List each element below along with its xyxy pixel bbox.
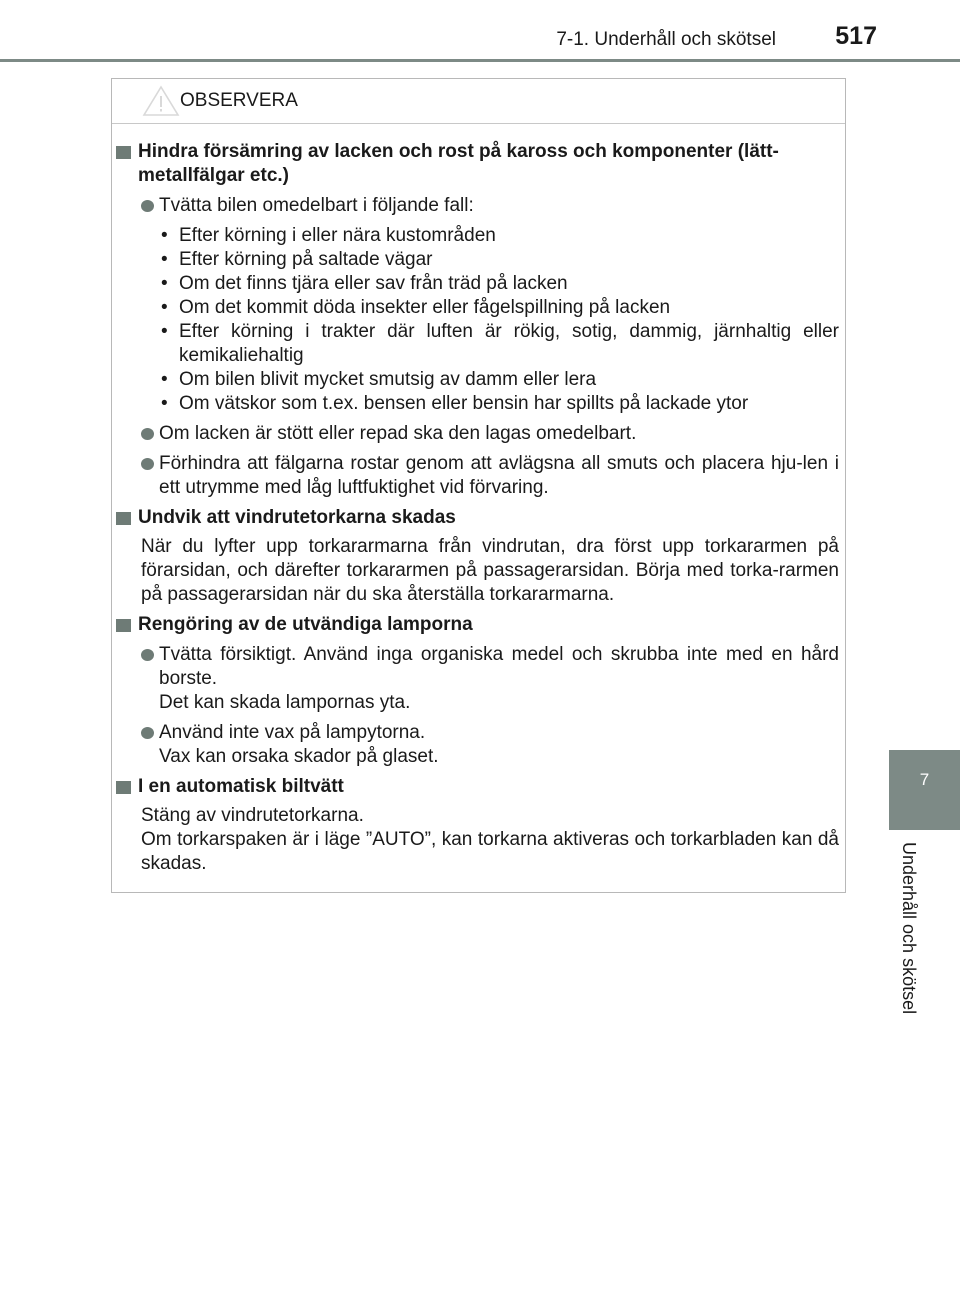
section-heading: Undvik att vindrutetorkarna skadas (116, 506, 839, 530)
sub-list-item: • Om det finns tjära eller sav från träd på lacken (161, 273, 568, 294)
section-paragraph: Stäng av vindrutetorkarna. Om torkarspaken är i läge ”AUTO”, kan torkarna aktiveras och torkarbladen kan då skadas. (141, 805, 839, 874)
chapter-number: 7 (919, 770, 930, 789)
list-item: Förhindra att fälgarna rostar genom att avlägsna all smuts och placera hju-len i ett utrymme med låg luftfuktighet vid förvaring. (116, 452, 839, 500)
square-bullet-icon (116, 146, 131, 159)
sub-list-item: • Efter körning på saltade vägar (161, 249, 433, 270)
section-heading: Rengöring av de utvändiga lamporna (116, 613, 839, 637)
list-item: Använd inte vax på lampytorna. Vax kan orsaka skador på glaset. (116, 721, 839, 769)
sub-list-item: • Om det kommit döda insekter eller fågelspillning på lacken (161, 297, 671, 318)
section-heading: I en automatisk biltvätt (116, 775, 839, 799)
page-number: 517 (835, 22, 877, 50)
notice-content (112, 134, 847, 876)
notice-header (142, 85, 298, 117)
section-paragraph: När du lyfter upp torkararmarna från vindrutan, dra först upp torkararmen på förarsidan, och därefter torkararmen på passagerarsidan. Börja med torka-rarmen på passagerarsidan när du ska återställa torkararmarna. (141, 536, 839, 605)
sub-list-item: • Efter körning i eller nära kustområden (161, 225, 496, 246)
list-item: Tvätta försiktigt. Använd inga organiska medel och skrubba inte med en hård borste. Det kan skada lampornas yta. (116, 643, 839, 715)
circle-bullet-icon (141, 458, 154, 470)
list-item: Tvätta bilen omedelbart i följande fall: (116, 194, 839, 218)
circle-bullet-icon (141, 649, 154, 661)
circle-bullet-icon (141, 727, 154, 739)
circle-bullet-icon (141, 428, 154, 440)
notice-divider (112, 123, 845, 124)
chapter-title: Underhåll och skötsel (899, 842, 919, 1015)
square-bullet-icon (116, 512, 131, 525)
warning-triangle-icon (142, 85, 180, 117)
circle-bullet-icon (141, 200, 154, 212)
chapter-tab (889, 750, 960, 830)
square-bullet-icon (116, 619, 131, 632)
list-item: Om lacken är stött eller repad ska den lagas omedelbart. (116, 422, 839, 446)
section-heading: Hindra försämring av lacken och rost på kaross och komponenter (lätt-metallfälgar etc.) (116, 140, 839, 188)
section-title: 7-1. Underhåll och skötsel (556, 29, 776, 50)
sub-list-item: • Om vätskor som t.ex. bensen eller bensin har spillts på lackade ytor (161, 393, 749, 414)
sub-list-item: • Efter körning i trakter där luften är rökig, sotig, dammig, järnhaltig eller kemikaliehaltig (161, 321, 839, 366)
square-bullet-icon (116, 781, 131, 794)
sub-list-item: • Om bilen blivit mycket smutsig av damm eller lera (161, 369, 597, 390)
notice-box (111, 78, 846, 893)
header-rule (0, 59, 960, 62)
page-header (0, 0, 960, 62)
sub-list (116, 224, 839, 416)
notice-title: OBSERVERA (180, 90, 298, 111)
